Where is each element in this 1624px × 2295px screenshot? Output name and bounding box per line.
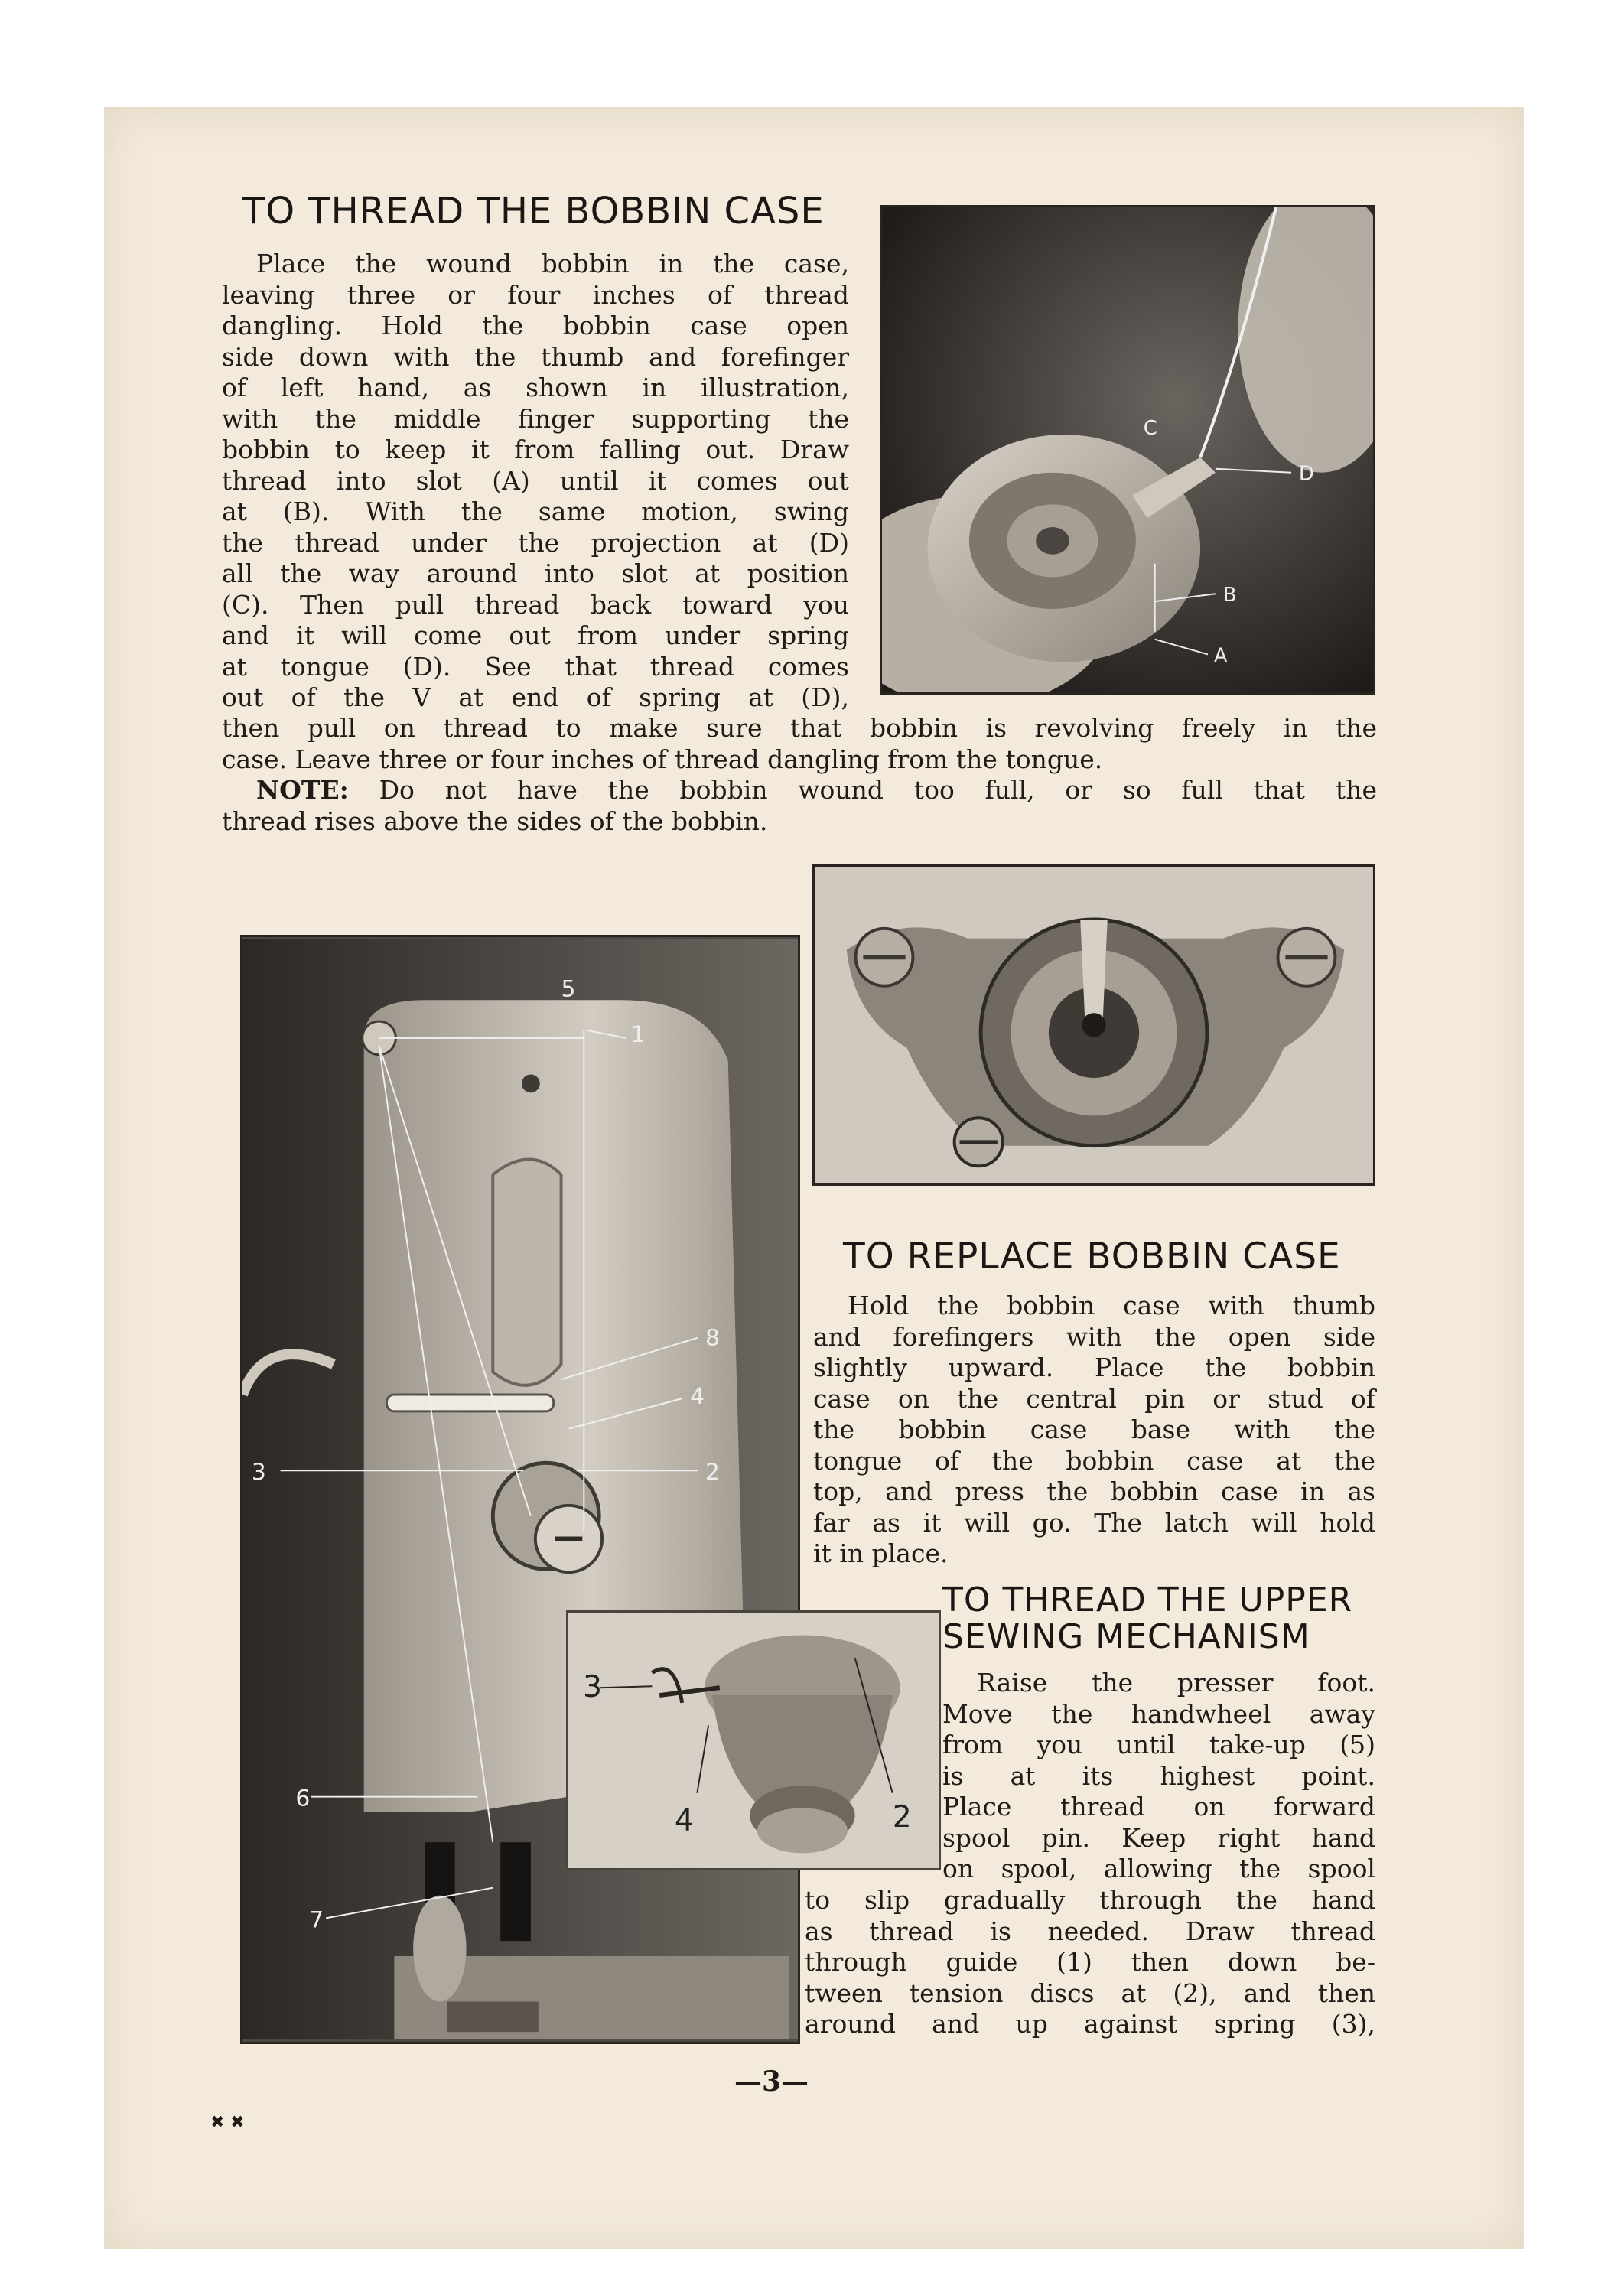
section3-wide-line: as thread is needed. Draw thread — [805, 1916, 1375, 1946]
section1-line: with the middle finger supporting the — [222, 403, 849, 434]
footer-mark: ✖ ✖ — [210, 2113, 245, 2132]
tension-inset-photo — [566, 1610, 941, 1870]
section1-line: the thread under the projection at (D) — [222, 527, 849, 558]
inset-label-2: 2 — [892, 1799, 912, 1834]
photo3-label-7: 7 — [309, 1906, 324, 1934]
section3-body-wide — [805, 1885, 1375, 2040]
section3-wide-line: through guide (1) then down be- — [805, 1947, 1375, 1977]
photo3-label-2: 2 — [705, 1459, 720, 1486]
heading-thread-upper — [942, 1582, 1352, 1655]
heading-replace-bobbin-case: TO REPLACE BOBBIN CASE — [843, 1235, 1341, 1278]
heading-thread-bobbin-case: TO THREAD THE BOBBIN CASE — [242, 190, 825, 233]
note-line: thread rises above the sides of the bobbin. — [222, 806, 768, 836]
section3-line: Place thread on forward — [942, 1792, 1375, 1821]
section1-line: at tongue (D). See that thread comes — [222, 651, 849, 682]
heading-thread-upper-line1: TO THREAD THE UPPER — [942, 1580, 1353, 1620]
photo1-label-a: A — [1213, 644, 1228, 668]
section2-line: top, and press the bobbin case in as — [813, 1476, 1375, 1506]
section3-line: spool pin. Keep right hand — [942, 1822, 1375, 1853]
section1-line: and it will come out from under spring — [222, 620, 849, 650]
section3-wide-line: tween tension discs at (2), and then — [805, 1978, 1375, 2008]
section1-line: dangling. Hold the bobbin case open — [222, 311, 849, 340]
section1-line: bobbin to keep it from falling out. Draw — [222, 435, 849, 464]
section2-line: and forefingers with the open side — [813, 1321, 1375, 1352]
section1-line: out of the V at end of spring at (D), — [222, 682, 849, 712]
section1-line: leaving three or four inches of thread — [222, 279, 849, 310]
section1-line: at (B). With the same motion, swing — [222, 496, 849, 526]
section3-line: Raise the presser foot. — [977, 1668, 1375, 1698]
section2-line: tongue of the bobbin case at the — [813, 1445, 1375, 1476]
photo3-label-6: 6 — [295, 1785, 311, 1812]
photo1-label-b: B — [1222, 584, 1237, 607]
section1-line: Place the wound bobbin in the case, — [256, 249, 849, 278]
section3-wide-line: around and up against spring (3), — [805, 2009, 1375, 2039]
section1-wide-line: case. Leave three or four inches of thread dangling from the tongue. — [222, 744, 1103, 774]
section3-body — [942, 1668, 1375, 1885]
note-line — [222, 775, 1377, 806]
section1-line: all the way around into slot at position — [222, 558, 849, 588]
section2-line: Hold the bobbin case with thumb — [848, 1291, 1375, 1320]
heading-thread-upper-line2: SEWING MECHANISM — [942, 1617, 1310, 1656]
section3-line: Move the handwheel away — [942, 1698, 1375, 1729]
inset-label-3: 3 — [583, 1670, 603, 1705]
section2-line: far as it will go. The latch will hold — [813, 1507, 1375, 1538]
section2-line: case on the central pin or stud of — [813, 1383, 1375, 1414]
section2-line: slightly upward. Place the bobbin — [813, 1353, 1375, 1382]
section1-line: side down with the thumb and forefinger — [222, 341, 849, 372]
section1-line: (C). Then pull thread back toward you — [222, 589, 849, 620]
photo3-label-8: 8 — [705, 1324, 720, 1352]
note-label: NOTE: — [256, 775, 349, 805]
section3-line: on spool, allowing the spool — [942, 1854, 1375, 1883]
bobbin-case-base-photo — [812, 864, 1375, 1186]
section2-line: it in place. — [813, 1538, 949, 1568]
section3-line: is at its highest point. — [942, 1760, 1375, 1791]
section1-wide-line: then pull on thread to make sure that bobbin is revolving freely in the — [222, 713, 1377, 743]
section1-line: of left hand, as shown in illustration, — [222, 373, 849, 402]
photo1-label-d: D — [1298, 462, 1314, 486]
page-number: —3— — [734, 2066, 809, 2098]
section1-line: thread into slot (A) until it comes out — [222, 465, 849, 496]
inset-label-4: 4 — [674, 1803, 694, 1838]
photo1-label-c: C — [1143, 417, 1157, 441]
sewing-machine-photo — [240, 935, 800, 2044]
photo3-label-3: 3 — [251, 1459, 266, 1486]
note-text: Do not have the bobbin wound too full, or so full that the — [379, 775, 1377, 805]
section1-body — [222, 249, 849, 714]
section1-body-wide — [222, 713, 1377, 837]
photo3-label-5: 5 — [561, 975, 576, 1003]
section3-line: from you until take-up (5) — [942, 1730, 1375, 1760]
section3-wide-line: to slip gradually through the hand — [805, 1885, 1375, 1915]
section2-body — [813, 1291, 1375, 1570]
photo3-label-1: 1 — [630, 1021, 646, 1048]
bobbin-case-photo — [880, 205, 1375, 695]
photo3-label-4: 4 — [690, 1382, 705, 1410]
section2-line: the bobbin case base with the — [813, 1414, 1375, 1444]
